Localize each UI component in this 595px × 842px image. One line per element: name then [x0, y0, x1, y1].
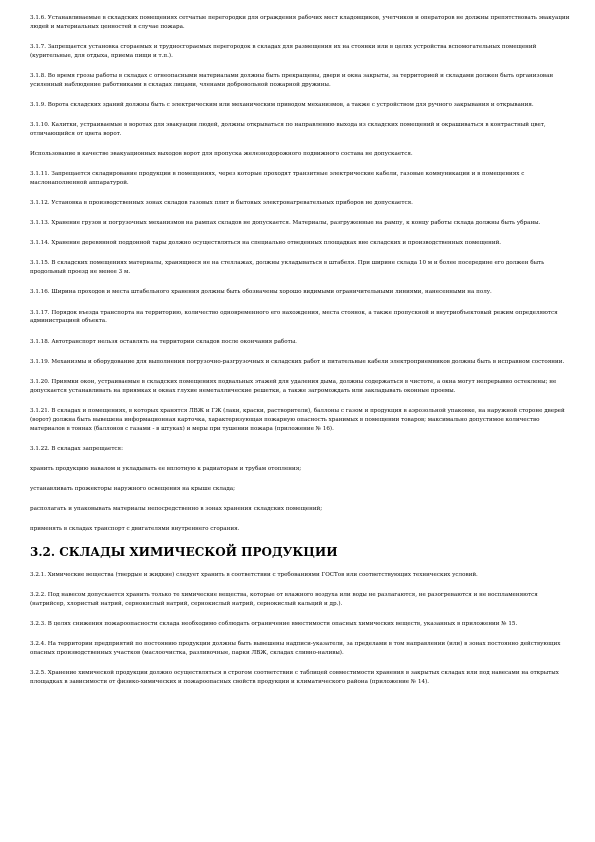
- section-3-2-text: [30, 571, 571, 687]
- paragraph-3-1-12: 3.1.12. Установка в производственных зонах складов газовых плит и бытовых электронагревательных приборов не допускается.: [30, 200, 413, 207]
- paragraph-3-2-1: 3.2.1. Химические вещества (твердые и жидкие) следует хранить в соответствии с требованиями ГОСТов или соответствующих технических условий.: [30, 572, 478, 579]
- paragraph-3-1-8: 3.1.8. Во время грозы работы в складах с огнеопасными материалами должны быть прекращены, двери и окна закрыты, за территорией и складами должен быть организован усиленный наблюдение работниками в складах лицами, членами добровольной пожарной дружины.: [30, 73, 554, 88]
- paragraph-3-1-22: 3.1.22. В складах запрещается:: [30, 445, 123, 452]
- paragraph-3-1-18: 3.1.18. Автотранспорт нельзя оставлять на территории складов после окончания работы.: [30, 338, 297, 345]
- section-heading-3-2: 3.2. СКЛАДЫ ХИМИЧЕСКОЙ ПРОДУКЦИИ: [30, 545, 338, 560]
- paragraph-3-1-17: 3.1.17. Порядок въезда транспорта на территорию, количество одновременного его нахождения, места стоянок, а также пропускной и внутриобъектовый режим определяются администрацией объекта.: [30, 309, 558, 325]
- paragraph-3-1-7: 3.1.7. Запрещается установка сгораемых и трудносгораемых перегородок в складах для размещения их на стоянки или в целях устройства вспомогательных помещений (курительные, для отдыха, приема пищи и т.п.).: [30, 44, 537, 59]
- paragraph-3-1-13: 3.1.13. Хранение грузов и погрузочных механизмов на рампах складов не допускается. Материалы, разгруженные на рампу, к концу работы склада должны быть убраны.: [30, 220, 541, 227]
- paragraph-3-2-4: 3.2.4. На территории предприятий по постоянию продукции должны быть вывешены надписи-указатели, за пределами в том направлении (или) в зонах постоянно действующих опасных производственных участков (маслоочистка, разливочные, парки ЛВЖ, складах сливно-наливы).: [30, 641, 561, 657]
- paragraph-3-1-6: 3.1.6. Устанавливаемые в складских помещениях сетчатые перегородки для ограждения рабочих мест кладовщиков, учетчиков и операторов не должны препятствовать эвакуации людей и материальных ценностей в случае пожара.: [30, 15, 570, 30]
- paragraph-3-1-9: 3.1.9. Ворота складских зданий должны быть с электрическим или механическим приводом механизмов, а также с устройством для ручного закрывания и открывания.: [30, 102, 534, 108]
- paragraph-3-1-10: 3.1.10. Калитки, устраиваемые в воротах для эвакуации людей, должны открываться по направлению выхода из складских помещений и окрашиваться в контрастный цвет, отличающийся от цвета ворот.: [30, 122, 546, 137]
- list-item-prohibition-3: располагать и упаковывать материалы непосредственно в зонах хранения складских помещений;: [30, 505, 323, 512]
- paragraph-3-2-3: 3.2.3. В целях снижения пожароопасности склада необходимо соблюдать ограничение вместимости опасных химических веществ, указанных в приложении № 15.: [30, 621, 518, 628]
- paragraph-3-1-21: 3.1.21. В складах и помещениях, в которых хранятся ЛВЖ и ГЖ (лаки, краски, растворители), баллоны с газом и продукция в аэрозольной упаковке, на наружной стороне дверей (ворот) должна быть вывешена информационная карточка, характеризующая пожарную опасность хранимых в помещении товаров; максимально допустимое количество материалов в тоннах (баллонов с газами - в штуках) и меры при тушении пожара (приложение № 16).: [30, 407, 565, 432]
- list-item-prohibition-1: хранить продукцию навалом и укладывать ее вплотную к радиаторам и трубам отопления;: [30, 465, 302, 472]
- paragraph-3-1-14: 3.1.14. Хранение деревянной поддонной тары должно осуществляться на специально отведенных площадках вне складских и производственных помещений.: [30, 240, 502, 247]
- section-3-1-text: [30, 14, 571, 534]
- paragraph-3-1-19: 3.1.19. Механизмы и оборудование для выполнения погрузочно-разгрузочных и складских работ и питательные кабели электроприемников должны быть в исправном состоянии.: [30, 358, 565, 365]
- list-item-prohibition-4: применять в складах транспорт с двигателями внутреннего сгорания.: [30, 526, 240, 533]
- paragraph-3-1-16: 3.1.16. Ширина проходов и места штабельного хранения должны быть обозначены хорошо видимыми ограничительными линиями, нанесенными на полу.: [30, 289, 492, 296]
- paragraph-3-2-5: 3.2.5. Хранение химической продукции должно осуществляться в строгом соответствии с таблицей совместимости хранения в закрытых складах или под навесами на открытых площадках в зависимости от физико-химических и пожароопасных свойств продукции и климатического района (приложение № 14).: [30, 670, 559, 686]
- paragraph-3-1-20: 3.1.20. Приямки окон, устраиваемые в складских помещениях подвальных этажей для удаления дыма, должны содержаться в чистоте, а окна могут непрерывно остеклены; не допускается устанавливать на приямках и окнах глухие неметаллические решетки, а также загромождать или закладывать оконные проемы.: [30, 378, 557, 394]
- paragraph-3-2-2: 3.2.2. Под навесом допускается хранить только те химические вещества, которые от влажного воздуха или воды не разлагаются, не разогреваются и не воспламеняются (натрийсер, хлористый натрий, сернокислый натрий, сернокислый натрий, сернокислый кальций и др.).: [30, 592, 538, 608]
- list-item-prohibition-2: устанавливать прожекторы наружного освещения на крыше склада;: [30, 485, 235, 492]
- paragraph-3-1-11: 3.1.11. Запрещается складирование продукции в помещениях, через которые проходят транзитные электрические кабели, газовые коммуникации и в помещениях с маслонаполненной аппаратурой.: [30, 171, 525, 187]
- paragraph-evacuation-note: Использование в качестве эвакуационных выходов ворот для пропуска железнодорожного подвижного состава не допускается.: [30, 151, 413, 158]
- paragraph-3-1-15: 3.1.15. В складских помещениях материалы, хранящиеся не на стеллажах, должны укладываться в штабеля. При ширине склада 10 м и более посередине его должен быть продольный проезд не менее 3 м.: [30, 260, 545, 276]
